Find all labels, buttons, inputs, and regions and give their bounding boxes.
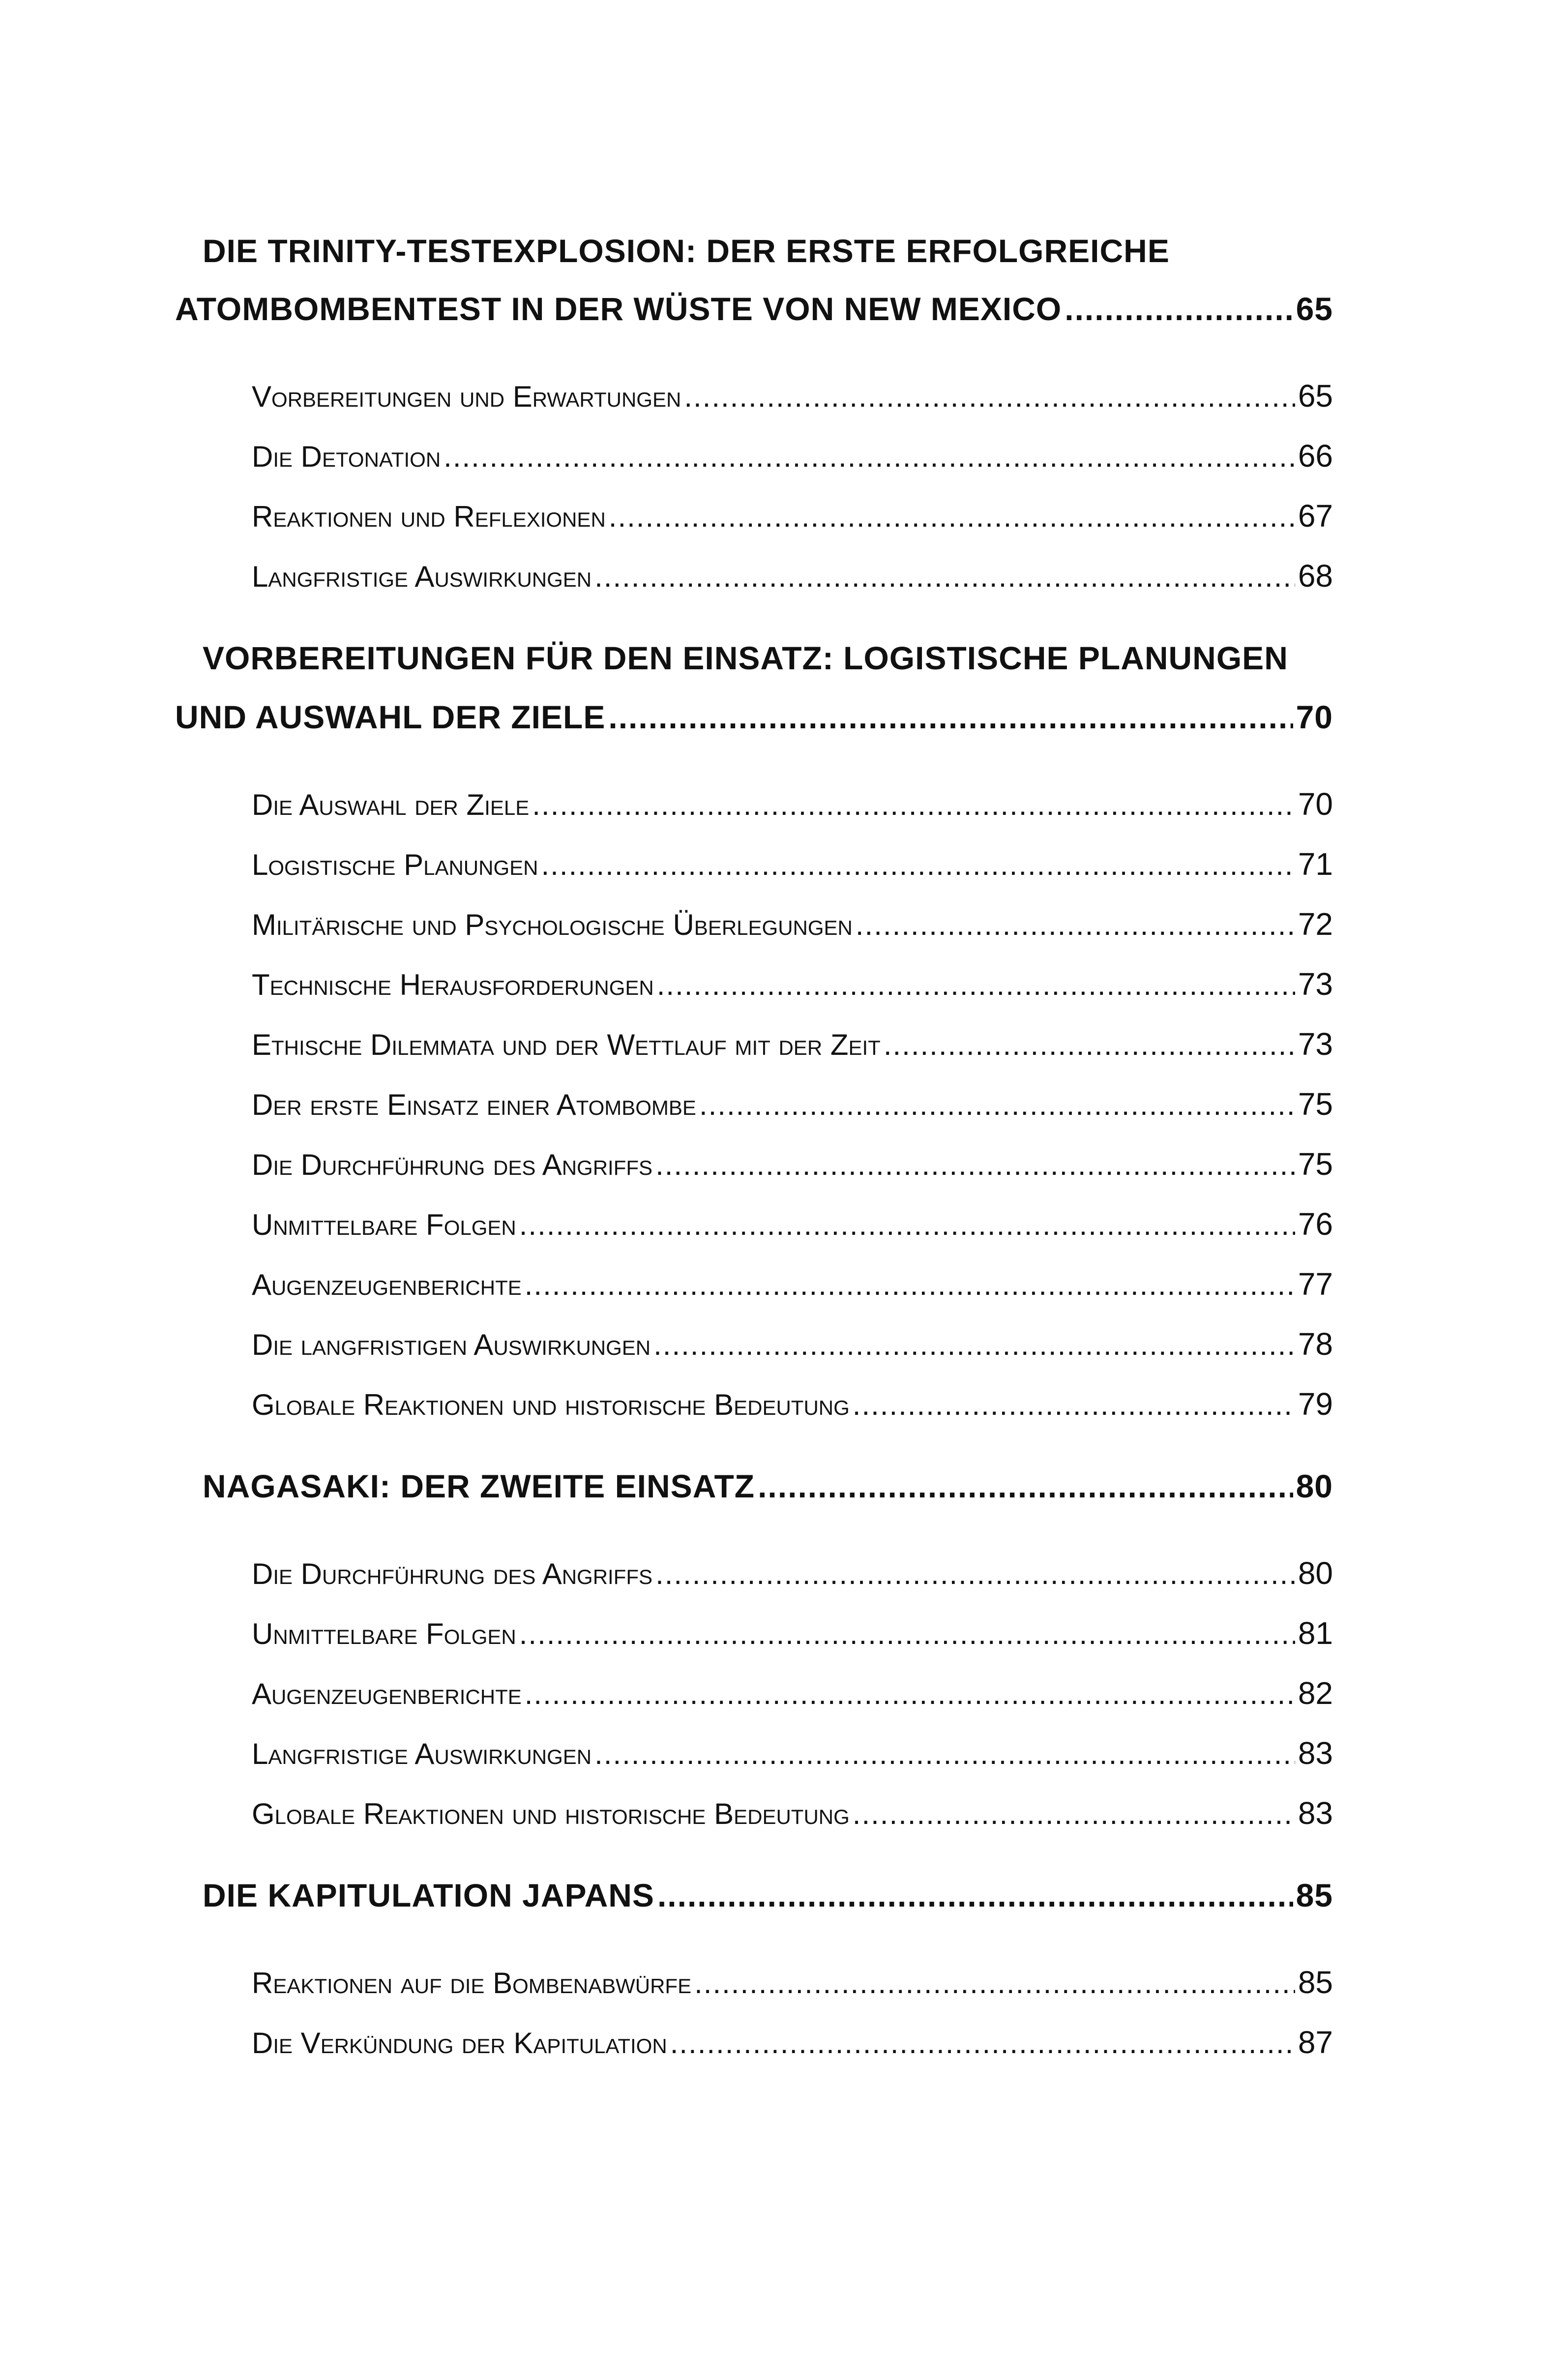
section-title: Augenzeugenberichte [252,1268,522,1301]
section-title: Unmittelbare Folgen [252,1617,516,1650]
section-title: Logistische Planungen [252,848,538,881]
page-number: 87 [1298,2025,1333,2060]
section-title: Langfristige Auswirkungen [252,560,592,593]
page-number: 65 [1296,291,1333,327]
section-entry[interactable] [252,1146,1333,1182]
page-number: 65 [1298,378,1333,414]
section-title: Vorbereitungen und Erwartungen [252,380,681,413]
chapter-title-line-1: DIE TRINITY-TESTEXPLOSION: DER ERSTE ERFOLGREICHE [203,233,1170,269]
page-number: 66 [1298,438,1333,474]
section-title: Ethische Dilemmata und der Wettlauf mit der Zeit [252,1028,881,1061]
page-number: 83 [1298,1795,1333,1831]
section-title: Militärische und Psychologische Überlegungen [252,908,853,941]
dot-leader [655,1557,1295,1591]
page-number: 78 [1298,1326,1333,1362]
section-title: Die Durchführung des Angriffs [252,1557,653,1590]
dot-leader [541,848,1295,882]
section-title: Unmittelbare Folgen [252,1208,516,1241]
section-entry[interactable] [252,498,1333,534]
section-title: Der erste Einsatz einer Atombombe [252,1088,696,1121]
dot-leader [657,1877,1293,1914]
page-number: 70 [1298,786,1333,822]
page-number: 73 [1298,966,1333,1002]
dot-leader [684,380,1295,414]
dot-leader [444,440,1295,474]
page-number: 70 [1296,699,1333,735]
page-number: 85 [1296,1877,1333,1913]
section-title: Globale Reaktionen und historische Bedeutung [252,1797,850,1830]
chapter-entry[interactable] [175,290,1333,328]
chapter-entry[interactable] [175,698,1333,736]
dot-leader [653,1328,1295,1362]
page-number: 79 [1298,1386,1333,1422]
dot-leader [608,698,1293,736]
dot-leader [594,1737,1295,1771]
dot-leader [884,1028,1295,1062]
page-number: 72 [1298,906,1333,942]
dot-leader [670,2026,1295,2060]
section-entry[interactable] [252,1964,1333,2000]
dot-leader [694,1966,1295,2000]
page-number: 80 [1298,1555,1333,1591]
section-title: Die langfristigen Auswirkungen [252,1328,651,1361]
chapter-title-line-1: VORBEREITUNGEN FÜR DEN EINSATZ: LOGISTISCHE PLANUNGEN [203,640,1288,676]
section-entry[interactable] [252,1795,1333,1831]
section-entry[interactable] [252,786,1333,822]
section-title: Die Detonation [252,440,441,473]
page-number: 80 [1296,1468,1333,1504]
dot-leader [758,1467,1293,1505]
section-title: Technische Herausforderungen [252,968,654,1001]
section-entry[interactable] [252,846,1333,882]
section-title: Langfristige Auswirkungen [252,1737,592,1770]
section-entry[interactable] [252,1086,1333,1122]
section-entry[interactable] [252,906,1333,942]
dot-leader [657,968,1295,1002]
chapter-title-line-2: UND AUSWAHL DER ZIELE [175,699,606,735]
chapter-entry[interactable] [203,1467,1333,1505]
section-entry[interactable] [252,378,1333,414]
section-entry[interactable] [252,1326,1333,1362]
chapter-entry[interactable] [203,1877,1333,1914]
section-entry[interactable] [252,1026,1333,1062]
section-title: Die Durchführung des Angriffs [252,1148,653,1181]
page-number: 67 [1298,498,1333,534]
section-title: Augenzeugenberichte [252,1677,522,1710]
dot-leader [856,908,1295,942]
dot-leader [853,1797,1295,1831]
section-entry[interactable] [252,1206,1333,1242]
section-entry[interactable] [252,1615,1333,1651]
section-title: Die Verkündung der Kapitulation [252,2027,667,2060]
dot-leader [532,788,1295,822]
section-entry[interactable] [252,558,1333,594]
dot-leader [655,1148,1295,1182]
section-title: Globale Reaktionen und historische Bedeutung [252,1388,850,1421]
section-entry[interactable] [252,438,1333,474]
section-entry[interactable] [252,1735,1333,1771]
chapter-title: DIE KAPITULATION JAPANS [203,1877,654,1913]
section-entry[interactable] [252,2024,1333,2060]
dot-leader [1065,290,1293,328]
page-number: 68 [1298,558,1333,594]
section-entry[interactable] [252,1266,1333,1302]
page-number: 71 [1298,846,1333,882]
dot-leader [853,1388,1295,1422]
dot-leader [609,500,1295,534]
chapter-title-line-2: ATOMBOMBENTEST IN DER WÜSTE VON NEW MEXICO [175,291,1062,327]
dot-leader [519,1208,1295,1242]
page-number: 77 [1298,1266,1333,1302]
page-number: 85 [1298,1965,1333,2000]
page-number: 73 [1298,1026,1333,1062]
section-title: Reaktionen und Reflexionen [252,500,606,533]
dot-leader [525,1268,1295,1302]
section-entry[interactable] [252,1675,1333,1711]
page-number: 81 [1298,1615,1333,1651]
section-title: Die Auswahl der Ziele [252,788,530,821]
dot-leader [699,1088,1295,1122]
dot-leader [525,1677,1295,1711]
section-entry[interactable] [252,966,1333,1002]
section-title: Reaktionen auf die Bombenabwürfe [252,1967,692,2000]
page-number: 75 [1298,1086,1333,1122]
section-entry[interactable] [252,1555,1333,1591]
page-number: 82 [1298,1675,1333,1711]
page-number: 83 [1298,1735,1333,1771]
dot-leader [519,1617,1295,1651]
section-entry[interactable] [252,1386,1333,1422]
page-number: 76 [1298,1206,1333,1242]
dot-leader [594,560,1295,594]
chapter-title: NAGASAKI: DER ZWEITE EINSATZ [203,1468,755,1504]
page-number: 75 [1298,1146,1333,1182]
